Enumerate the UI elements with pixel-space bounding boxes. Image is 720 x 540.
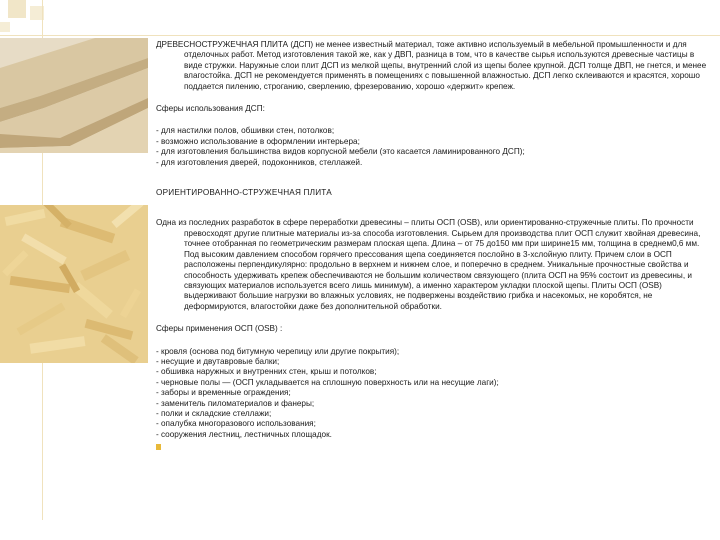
list-item: - черновые полы — (ОСП укладывается на сплошную поверхность или на несущие лаги); xyxy=(156,377,499,387)
osb-uses-title: Сферы применения ОСП (OSB) : xyxy=(156,324,283,334)
list-item: - опалубка многоразового использования; xyxy=(156,419,316,429)
decor-square xyxy=(8,0,26,18)
osb-board-photo xyxy=(0,205,148,363)
list-item: - несущие и двутавровые балки; xyxy=(156,356,280,366)
decor-horizontal-line xyxy=(0,35,720,36)
osb-heading: ОРИЕНТИРОВАННО-СТРУЖЕЧНАЯ ПЛИТА xyxy=(156,188,332,198)
dsp-uses-list xyxy=(156,126,712,168)
list-item: - заборы и временные ограждения; xyxy=(156,388,291,398)
dsp-intro-paragraph: ДРЕВЕСНОСТРУЖЕЧНАЯ ПЛИТА (ДСП) не менее известный материал, тоже активно используемый в мебельной промышленности и для отделочных работ. Метод изготовления такой же, как у ДВП, разница в том, что в качестве сырья используются древесные частицы в виде стружки. Наружные слои плит ДСП из мелкой щепы, внутренний слой из щепы более крупной. ДСП толще ДВП, не гнется, и менее влагостойка. ДСП не рекомендуется применять в помещениях с повышенной влажностью. ДСП легко склеиваются и красятся, хорошо поддается пилению, строганию, сверлению, фрезерованию, хорошо «держит» крепеж. xyxy=(156,40,707,91)
list-item: - для изготовления большинства видов корпусной мебели (это касается ламинированного ДСП); xyxy=(156,147,525,157)
osb-intro-paragraph: Одна из последних разработок в сфере переработки древесины – плиты ОСП (OSB), или ориентированно-стружечные плиты. По прочности превосходят другие плитные материалы из-за способа изготовления. Сырьем для производства плит ОСП служит хвойная древесина, точнее отобранная по геометрическим размерам плоская щепа. Длина – от 75 до150 мм при ширине15 мм, толщина в среднем0,6 мм. Под высоким давлением способом горячего прессования щепа соединяется послойно в 3-хслойную плиту. Причем слои в ОСП расположены перпендикулярно: продольно в верхнем и нижнем слое, и поперечно в среднем. Уникальные прочностные свойства и способность удерживать крепеж обеспечиваются не большим количеством связующего (плита ОСП на 95% состоит из древесины, и связующих материалов используется всего лишь минимум), а именно характером укладки плоской щепы. Плиты ОСП (OSB) выдерживают большие нагрузки во влажных условиях, не подвержены воздействию грибка и насекомых, не коробятся, не деформируются, влагостойки даже без дополнительной обработки. xyxy=(156,218,701,311)
dsp-board-photo xyxy=(0,38,148,153)
dsp-uses-title: Сферы использования ДСП: xyxy=(156,104,265,114)
list-item: - для настилки полов, обшивки стен, потолков; xyxy=(156,126,335,136)
osb-uses-list xyxy=(156,347,712,441)
document-body xyxy=(156,40,712,454)
list-item: - кровля (основа под битумную черепицу или другие покрытия); xyxy=(156,346,400,356)
list-item: - для изготовления дверей, подоконников, стеллажей. xyxy=(156,157,363,167)
list-item: - заменитель пиломатериалов и фанеры; xyxy=(156,398,315,408)
list-item: - полки и складские стеллажи; xyxy=(156,408,272,418)
list-item: - сооружения лестниц, лестничных площадок. xyxy=(156,429,332,439)
decor-square xyxy=(0,22,10,32)
bullet-square-icon xyxy=(156,444,161,450)
list-item: - обшивка наружных и внутренних стен, крыш и потолков; xyxy=(156,367,377,377)
list-item: - возможно использование в оформлении интерьера; xyxy=(156,136,360,146)
